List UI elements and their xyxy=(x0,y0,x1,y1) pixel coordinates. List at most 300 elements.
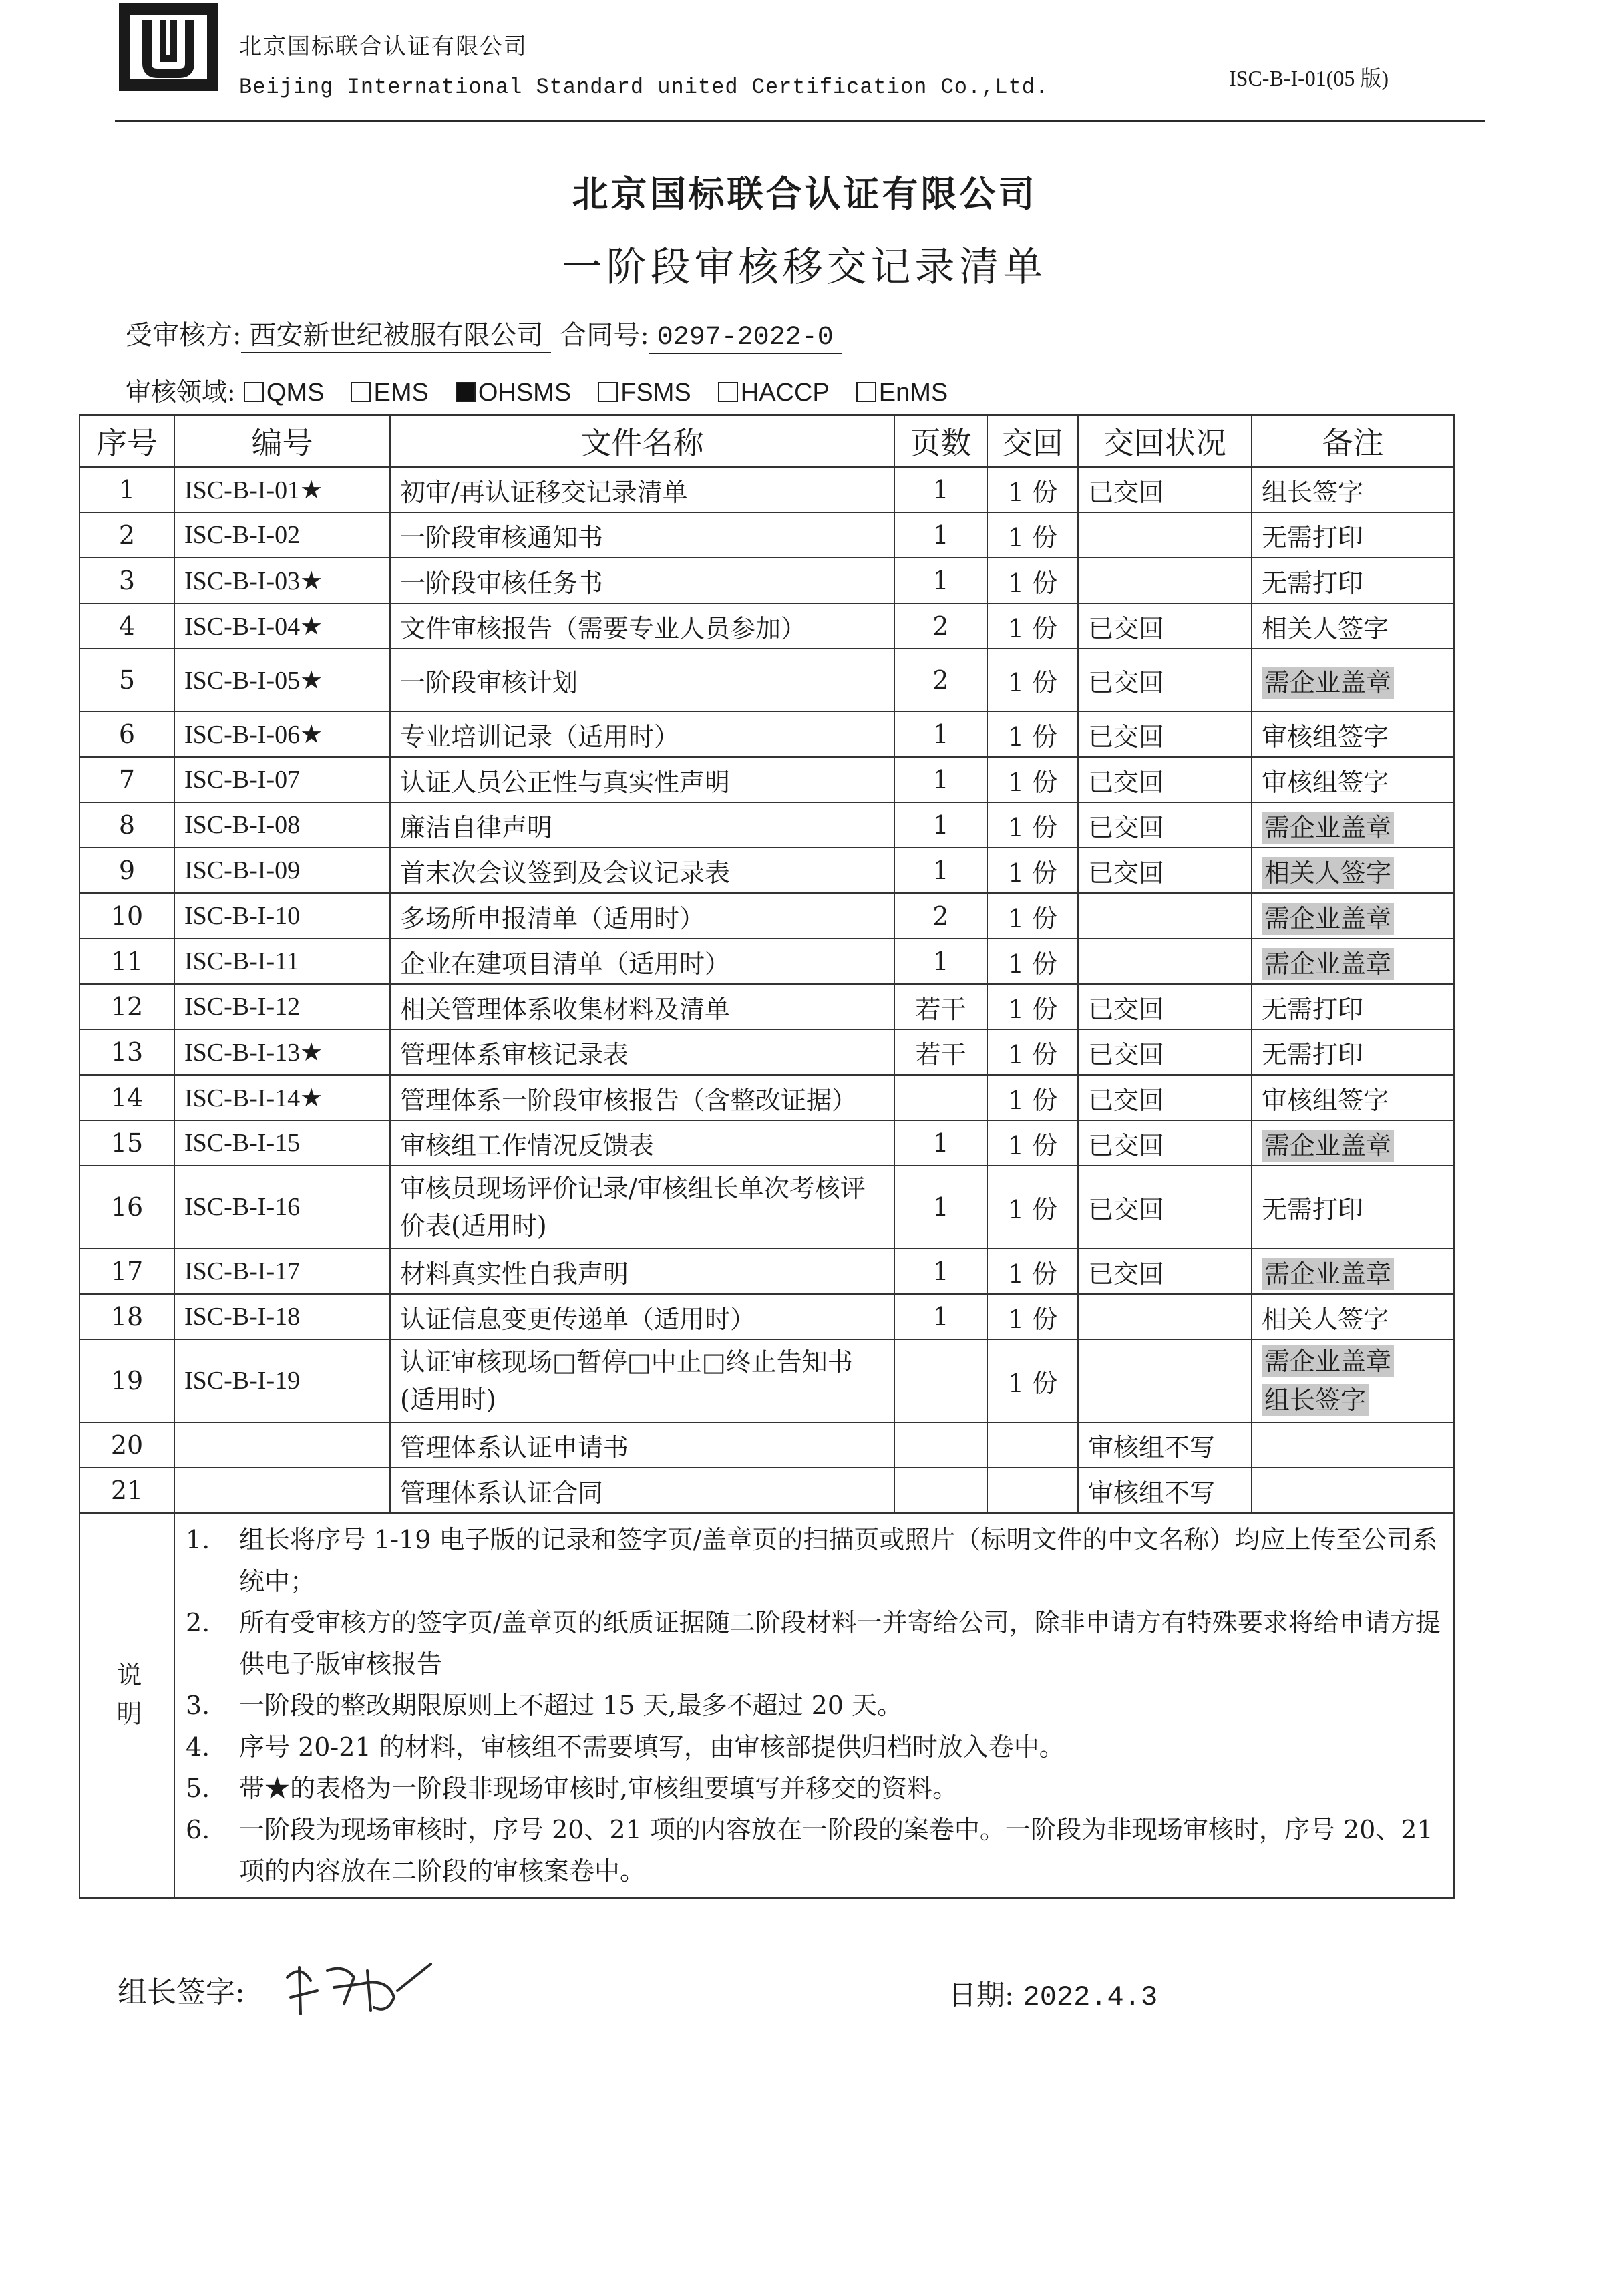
cell-code xyxy=(174,893,390,939)
cell-code xyxy=(174,711,390,757)
table-row xyxy=(79,802,1454,848)
notes-label-char-1: 说明 xyxy=(112,1661,142,1739)
cell-no xyxy=(79,848,174,893)
cell-code xyxy=(174,1468,390,1513)
cell-returned-text: 1 份 xyxy=(1007,667,1058,697)
cell-no-text: 12 xyxy=(110,992,144,1021)
cell-pages xyxy=(894,1120,987,1166)
note-number: 2. xyxy=(186,1608,210,1637)
cell-no xyxy=(79,1166,174,1249)
cell-pages xyxy=(894,1468,987,1513)
unchecked-box-icon xyxy=(718,382,738,402)
cell-status xyxy=(1078,893,1252,939)
cell-returned-text: 1 份 xyxy=(1007,1039,1058,1070)
cell-pages xyxy=(894,939,987,984)
cell-code xyxy=(174,512,390,558)
cell-name xyxy=(390,603,894,649)
document-title: 北京国标联合认证有限公司 xyxy=(572,173,1037,215)
cell-code xyxy=(174,1339,390,1422)
cell-returned-text: 1 份 xyxy=(1007,721,1058,752)
cell-no-text: 2 xyxy=(118,520,136,550)
cell-no-text: 1 xyxy=(118,475,136,504)
cell-status-text: 已交回 xyxy=(1088,994,1165,1024)
cell-no xyxy=(79,1422,174,1468)
cell-pages-text: 2 xyxy=(932,665,949,695)
date-line xyxy=(948,1973,1157,2013)
cell-returned-text: 1 份 xyxy=(1007,767,1058,797)
cell-remark xyxy=(1252,802,1454,848)
table-row xyxy=(79,711,1454,757)
cell-status xyxy=(1078,603,1252,649)
cell-remark xyxy=(1252,1075,1454,1120)
cell-code-text: ISC-B-I-07 xyxy=(184,766,301,794)
table-row xyxy=(79,757,1454,802)
cell-returned xyxy=(987,1120,1078,1166)
cell-name-text: 多场所申报清单（适用时） xyxy=(400,903,705,933)
cell-pages-text: 若干 xyxy=(915,994,966,1024)
col-header-returned: 交回 xyxy=(987,415,1078,467)
cell-no xyxy=(79,1120,174,1166)
unchecked-box-icon xyxy=(598,382,618,402)
handover-table xyxy=(79,414,1455,1899)
cell-remark xyxy=(1252,1120,1454,1166)
note-text: 所有受审核方的签字页/盖章页的纸质证据随二阶段材料一并寄给公司，除非申请方有特殊要求将给申请方提供电子版审核报告 xyxy=(239,1608,1441,1679)
table-row xyxy=(79,1249,1454,1294)
cell-status-text: 已交回 xyxy=(1088,1194,1165,1224)
cell-status xyxy=(1078,757,1252,802)
cell-status xyxy=(1078,558,1252,603)
cell-status xyxy=(1078,711,1252,757)
table-row xyxy=(79,467,1454,512)
cell-status-text: 已交回 xyxy=(1088,1130,1165,1160)
cell-name-text: 管理体系认证申请书 xyxy=(400,1432,629,1462)
cell-name xyxy=(390,1339,894,1422)
table-row xyxy=(79,893,1454,939)
notes-label xyxy=(79,1513,174,1898)
table-row xyxy=(79,1422,1454,1468)
cell-no xyxy=(79,467,174,512)
scope-option-fsms[interactable] xyxy=(598,379,691,407)
cell-status-text: 审核组不写 xyxy=(1088,1432,1216,1462)
cell-returned xyxy=(987,848,1078,893)
col-header-name: 文件名称 xyxy=(390,415,894,467)
cell-status xyxy=(1078,1249,1252,1294)
cell-code xyxy=(174,558,390,603)
cell-pages xyxy=(894,802,987,848)
cell-pages xyxy=(894,1075,987,1120)
cell-remark xyxy=(1252,1468,1454,1513)
cell-name xyxy=(390,512,894,558)
cell-no-text: 16 xyxy=(110,1192,144,1222)
cell-name xyxy=(390,711,894,757)
cell-name xyxy=(390,984,894,1029)
cell-pages-text: 1 xyxy=(932,566,949,595)
cell-no xyxy=(79,603,174,649)
cell-no-text: 5 xyxy=(118,665,136,695)
cell-pages-text: 2 xyxy=(932,901,949,931)
cell-code xyxy=(174,1166,390,1249)
table-row xyxy=(79,1075,1454,1120)
cell-returned-text: 1 份 xyxy=(1007,1194,1058,1224)
cell-returned xyxy=(987,603,1078,649)
scope-option-label: HACCP xyxy=(740,379,830,407)
cell-remark-text: 无需打印 xyxy=(1262,522,1364,552)
cell-remark-text: 无需打印 xyxy=(1262,1194,1364,1224)
cell-code-text: ISC-B-I-12 xyxy=(184,993,301,1021)
cell-remark xyxy=(1252,603,1454,649)
scope-option-haccp[interactable] xyxy=(718,379,830,407)
cell-pages xyxy=(894,757,987,802)
cell-pages xyxy=(894,1166,987,1249)
cell-remark-text-2: 组长签字 xyxy=(1262,1384,1369,1416)
company-name-cn: 北京国标联合认证有限公司 xyxy=(239,33,528,60)
cell-no-text: 11 xyxy=(110,947,144,976)
cell-status xyxy=(1078,1120,1252,1166)
note-text: 组长将序号 1-19 电子版的记录和签字页/盖章页的扫描页或照片（标明文件的中文名称）均应上传至公司系统中； xyxy=(239,1525,1438,1596)
cell-pages-text: 1 xyxy=(932,1257,949,1286)
cell-status xyxy=(1078,802,1252,848)
note-item xyxy=(186,1768,1443,1809)
checked-box-icon xyxy=(456,382,476,402)
scope-label: 审核领域: xyxy=(126,377,236,407)
cell-remark-text: 无需打印 xyxy=(1262,1039,1364,1070)
cell-status-text: 已交回 xyxy=(1088,812,1165,842)
cell-no-text: 17 xyxy=(110,1257,144,1286)
note-item xyxy=(186,1685,1443,1726)
table-row xyxy=(79,848,1454,893)
cell-code xyxy=(174,1120,390,1166)
cell-name xyxy=(390,757,894,802)
cell-status xyxy=(1078,1422,1252,1468)
cell-name-text: 文件审核报告（需要专业人员参加） xyxy=(400,613,807,643)
cell-remark-text: 无需打印 xyxy=(1262,994,1364,1024)
cell-code-text: ISC-B-I-14★ xyxy=(184,1084,323,1112)
cell-no-text: 21 xyxy=(110,1476,144,1505)
note-number: 5. xyxy=(186,1774,210,1803)
cell-code xyxy=(174,939,390,984)
cell-name-text: 认证审核现场□暂停□中止□终止告知书(适用时) xyxy=(400,1347,853,1414)
cell-no xyxy=(79,512,174,558)
scope-option-label: QMS xyxy=(266,379,325,407)
cell-returned xyxy=(987,558,1078,603)
table-row xyxy=(79,1120,1454,1166)
cell-no xyxy=(79,649,174,711)
cell-pages-text: 1 xyxy=(932,810,949,840)
cell-pages xyxy=(894,1294,987,1339)
cell-code-text: ISC-B-I-03★ xyxy=(184,566,323,595)
cell-status-text: 已交回 xyxy=(1088,613,1165,643)
cell-returned-text: 1 份 xyxy=(1007,994,1058,1024)
scope-option-label: EMS xyxy=(373,379,429,407)
cell-name-text: 认证人员公正性与真实性声明 xyxy=(400,767,731,797)
cell-pages-text: 2 xyxy=(932,611,949,641)
note-number: 3. xyxy=(186,1691,210,1720)
cell-code xyxy=(174,848,390,893)
contract-value: 0297-2022-0 xyxy=(649,323,842,354)
cell-pages xyxy=(894,558,987,603)
cell-returned-text: 1 份 xyxy=(1007,903,1058,933)
cell-name-text: 一阶段审核通知书 xyxy=(400,522,604,552)
note-text: 一阶段的整改期限原则上不超过 15 天,最多不超过 20 天。 xyxy=(239,1691,903,1720)
cell-name xyxy=(390,939,894,984)
company-name-en: Beijing International Standard united Certification Co.,Ltd. xyxy=(239,75,1049,100)
note-text: 序号 20-21 的材料，审核组不需要填写，由审核部提供归档时放入卷中。 xyxy=(239,1732,1065,1762)
cell-name xyxy=(390,467,894,512)
cell-remark-text: 无需打印 xyxy=(1262,568,1364,598)
cell-name xyxy=(390,802,894,848)
cell-remark-text: 组长签字 xyxy=(1262,477,1364,507)
table-row xyxy=(79,558,1454,603)
cell-returned xyxy=(987,939,1078,984)
cell-pages xyxy=(894,603,987,649)
cell-returned-text: 1 份 xyxy=(1007,522,1058,552)
cell-returned-text: 1 份 xyxy=(1007,1304,1058,1334)
cell-name-text: 管理体系认证合同 xyxy=(400,1478,604,1508)
table-row xyxy=(79,1029,1454,1075)
cell-code-text: ISC-B-I-08 xyxy=(184,811,301,839)
table-header-row xyxy=(79,415,1454,467)
cell-status xyxy=(1078,1294,1252,1339)
cell-no-text: 19 xyxy=(110,1366,144,1396)
col-header-remark: 备注 xyxy=(1252,415,1454,467)
cell-remark-text: 需企业盖章 xyxy=(1262,812,1394,844)
cell-pages xyxy=(894,1029,987,1075)
cell-returned-text: 1 份 xyxy=(1007,613,1058,643)
cell-returned-text: 1 份 xyxy=(1007,1085,1058,1115)
cell-name xyxy=(390,1029,894,1075)
cell-status xyxy=(1078,1339,1252,1422)
table-row xyxy=(79,649,1454,711)
cell-code xyxy=(174,1294,390,1339)
scope-option-label: OHSMS xyxy=(478,379,572,407)
cell-code xyxy=(174,603,390,649)
table-row xyxy=(79,1468,1454,1513)
note-number: 6. xyxy=(186,1815,210,1844)
cell-remark xyxy=(1252,848,1454,893)
cell-name-text: 首末次会议签到及会议记录表 xyxy=(400,858,731,888)
cell-name xyxy=(390,1120,894,1166)
cell-pages-text: 1 xyxy=(932,520,949,550)
cell-remark-text: 需企业盖章 xyxy=(1262,903,1394,935)
cell-remark-text: 需企业盖章 xyxy=(1262,948,1394,980)
cell-remark xyxy=(1252,939,1454,984)
cell-name xyxy=(390,1075,894,1120)
cell-name xyxy=(390,1249,894,1294)
note-item xyxy=(186,1602,1443,1685)
cell-pages-text: 1 xyxy=(932,719,949,749)
cell-no xyxy=(79,711,174,757)
cell-name-text: 廉洁自律声明 xyxy=(400,812,553,842)
table-row xyxy=(79,1339,1454,1422)
cell-code-text: ISC-B-I-11 xyxy=(184,947,299,975)
scope-option-qms[interactable] xyxy=(244,379,325,407)
cell-no-text: 15 xyxy=(110,1128,144,1158)
note-text: 一阶段为现场审核时，序号 20、21 项的内容放在一阶段的案卷中。一阶段为非现场审核时，序号 20、21 项的内容放在二阶段的审核案卷中。 xyxy=(239,1815,1433,1886)
note-text: 带★的表格为一阶段非现场审核时,审核组要填写并移交的资料。 xyxy=(239,1774,958,1803)
cell-no-text: 9 xyxy=(118,856,136,885)
cell-code xyxy=(174,1029,390,1075)
cell-remark-text: 相关人签字 xyxy=(1262,1304,1389,1334)
table-row xyxy=(79,939,1454,984)
cell-status xyxy=(1078,1468,1252,1513)
cell-returned xyxy=(987,512,1078,558)
cell-status-text: 已交回 xyxy=(1088,477,1165,507)
cell-remark xyxy=(1252,1339,1454,1422)
cell-status xyxy=(1078,848,1252,893)
cell-no xyxy=(79,802,174,848)
cell-remark-text: 相关人签字 xyxy=(1262,613,1389,643)
cell-no-text: 13 xyxy=(110,1037,144,1067)
cell-name xyxy=(390,848,894,893)
cell-code-text: ISC-B-I-04★ xyxy=(184,612,323,641)
cell-returned xyxy=(987,757,1078,802)
notes-list xyxy=(174,1513,1454,1898)
cell-pages-text: 若干 xyxy=(915,1039,966,1070)
note-item xyxy=(186,1519,1443,1602)
cell-code xyxy=(174,802,390,848)
cell-pages xyxy=(894,1422,987,1468)
cell-no xyxy=(79,939,174,984)
cell-status-text: 已交回 xyxy=(1088,667,1165,697)
cell-code xyxy=(174,984,390,1029)
handwritten-signature xyxy=(281,1951,434,2024)
cell-code-text: ISC-B-I-17 xyxy=(184,1257,301,1285)
col-header-status: 交回状况 xyxy=(1078,415,1252,467)
cell-remark xyxy=(1252,1249,1454,1294)
cell-name xyxy=(390,1294,894,1339)
cell-pages-text: 1 xyxy=(932,475,949,504)
cell-pages xyxy=(894,649,987,711)
cell-code xyxy=(174,757,390,802)
cell-no xyxy=(79,558,174,603)
cell-pages xyxy=(894,1339,987,1422)
cell-remark xyxy=(1252,1422,1454,1468)
cell-pages xyxy=(894,711,987,757)
col-header-no: 序号 xyxy=(79,415,174,467)
cell-code-text: ISC-B-I-16 xyxy=(184,1193,301,1221)
cell-no xyxy=(79,1468,174,1513)
cell-remark xyxy=(1252,512,1454,558)
cell-returned-text: 1 份 xyxy=(1007,477,1058,507)
cell-pages xyxy=(894,848,987,893)
cell-status xyxy=(1078,1166,1252,1249)
cell-status-text: 已交回 xyxy=(1088,1085,1165,1115)
cell-pages-text: 1 xyxy=(932,856,949,885)
cell-name-text: 专业培训记录（适用时） xyxy=(400,721,680,752)
cell-remark-text: 需企业盖章 xyxy=(1262,1345,1394,1377)
cell-no xyxy=(79,1249,174,1294)
cell-status xyxy=(1078,512,1252,558)
cell-name-text: 审核组工作情况反馈表 xyxy=(400,1130,655,1160)
cell-remark-text: 审核组签字 xyxy=(1262,721,1389,752)
note-number: 4. xyxy=(186,1732,210,1762)
cell-returned-text: 1 份 xyxy=(1007,1259,1058,1289)
cell-returned xyxy=(987,893,1078,939)
date-label: 日期: xyxy=(948,1979,1015,2011)
cell-pages xyxy=(894,512,987,558)
cell-code-text: ISC-B-I-19 xyxy=(184,1367,301,1395)
cell-code-text: ISC-B-I-05★ xyxy=(184,666,323,695)
cell-pages-text: 1 xyxy=(932,765,949,794)
cell-status-text: 已交回 xyxy=(1088,721,1165,752)
cell-remark-text: 相关人签字 xyxy=(1262,857,1394,889)
cell-remark xyxy=(1252,558,1454,603)
cell-code-text: ISC-B-I-06★ xyxy=(184,720,323,749)
cell-no-text: 18 xyxy=(110,1302,144,1331)
cell-code-text: ISC-B-I-02 xyxy=(184,521,301,549)
cell-code xyxy=(174,1075,390,1120)
cell-name-text: 一阶段审核计划 xyxy=(400,667,578,697)
cell-remark-text: 审核组签字 xyxy=(1262,767,1389,797)
cell-returned xyxy=(987,1422,1078,1468)
scope-option-ohsms[interactable] xyxy=(456,379,571,407)
leader-sign-label: 组长签字: xyxy=(118,1975,245,2009)
cell-status xyxy=(1078,939,1252,984)
cell-returned-text: 1 份 xyxy=(1007,1130,1058,1160)
cell-name xyxy=(390,649,894,711)
cell-name-text: 管理体系审核记录表 xyxy=(400,1039,629,1070)
audit-scope xyxy=(126,371,974,408)
cell-no xyxy=(79,1339,174,1422)
col-header-code: 编号 xyxy=(174,415,390,467)
cell-name-text: 认证信息变更传递单（适用时） xyxy=(400,1304,756,1334)
cell-code-text: ISC-B-I-13★ xyxy=(184,1038,323,1067)
cell-remark xyxy=(1252,984,1454,1029)
cell-name xyxy=(390,1166,894,1249)
cell-no xyxy=(79,893,174,939)
cell-name xyxy=(390,558,894,603)
unchecked-box-icon xyxy=(856,382,876,402)
cell-name-text: 初审/再认证移交记录清单 xyxy=(400,477,688,507)
cell-returned xyxy=(987,649,1078,711)
cell-status xyxy=(1078,1029,1252,1075)
cell-returned xyxy=(987,984,1078,1029)
cell-returned-text: 1 份 xyxy=(1007,858,1058,888)
cell-pages-text: 1 xyxy=(932,947,949,976)
table-row xyxy=(79,1166,1454,1249)
cell-remark xyxy=(1252,1294,1454,1339)
cell-pages-text: 1 xyxy=(932,1192,949,1222)
cell-no-text: 14 xyxy=(110,1083,144,1112)
cell-code-text: ISC-B-I-01★ xyxy=(184,476,323,504)
cell-returned xyxy=(987,1339,1078,1422)
cell-code-text: ISC-B-I-10 xyxy=(184,902,301,930)
cell-code-text: ISC-B-I-09 xyxy=(184,856,301,884)
cell-status-text: 已交回 xyxy=(1088,858,1165,888)
cell-remark xyxy=(1252,467,1454,512)
scope-option-enms[interactable] xyxy=(856,379,948,407)
cell-code xyxy=(174,1249,390,1294)
scope-option-label: EnMS xyxy=(878,379,948,407)
cell-status-text: 已交回 xyxy=(1088,767,1165,797)
cell-name xyxy=(390,893,894,939)
scope-option-ems[interactable] xyxy=(351,379,428,407)
cell-status xyxy=(1078,467,1252,512)
notes-row xyxy=(79,1513,1454,1898)
cell-no xyxy=(79,1075,174,1120)
cell-remark xyxy=(1252,1029,1454,1075)
cell-remark-text: 需企业盖章 xyxy=(1262,1258,1394,1290)
cell-returned xyxy=(987,802,1078,848)
unchecked-box-icon xyxy=(244,382,264,402)
auditee-value: 西安新世纪被服有限公司 xyxy=(241,314,551,353)
cell-name-text: 审核员现场评价记录/审核组长单次考核评价表(适用时) xyxy=(400,1174,866,1241)
cell-remark-text: 需企业盖章 xyxy=(1262,667,1394,699)
cell-name-text: 一阶段审核任务书 xyxy=(400,568,604,598)
cell-remark xyxy=(1252,893,1454,939)
scope-option-label: FSMS xyxy=(620,379,691,407)
cell-pages-text: 1 xyxy=(932,1128,949,1158)
